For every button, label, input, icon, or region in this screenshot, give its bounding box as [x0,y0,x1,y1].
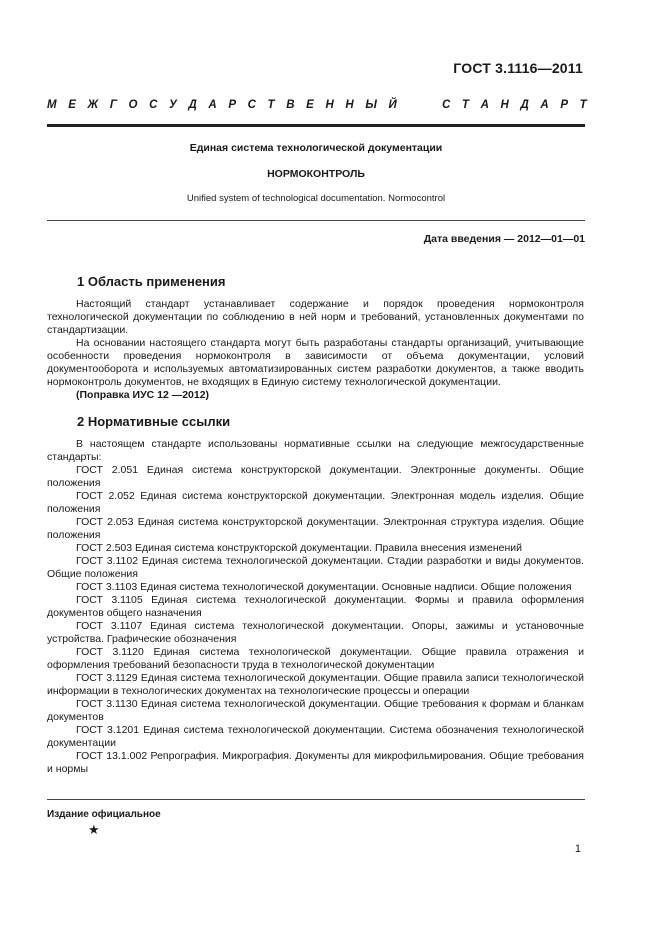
heading-letter: С [149,99,158,111]
document-code: ГОСТ 3.1116—2011 [453,60,583,76]
reference-item: ГОСТ 3.1103 Единая система технологической документации. Основные надписи. Общие положения [76,581,572,593]
heading-letter: Ы [365,99,377,111]
reference-item: ГОСТ 3.1129 Единая система технологической документации. Общие правила записи технологической информации в технологических документах на технологические процессы и операции [47,672,584,697]
reference-item: ГОСТ 3.1107 Единая система технологической документации. Опоры, зажимы и установочные устройства. Графические обозначения [47,620,584,645]
heading-letter: Н [500,99,509,111]
reference-item: ГОСТ 3.1102 Единая система технологической документации. Стадии разработки и виды документов. Общие положения [47,555,584,580]
reference-item: ГОСТ 3.1105 Единая система технологической документации. Формы и правила оформления документов общего назначения [47,594,584,619]
heading-letter: Е [68,99,76,111]
heading-letter: С [441,99,451,111]
heading-letter: Г [109,99,117,111]
footer-rule [47,799,585,800]
edition-label: Издание официальное [47,809,161,820]
header-rule [47,124,585,127]
heading-letter: Т [461,99,469,111]
heading-letter: А [540,99,549,111]
heading-letter: Й [388,99,397,111]
heading-letter: Р [560,99,568,111]
reference-item: ГОСТ 3.1130 Единая система технологической документации. Общие требования к формам и бланкам документов [47,698,584,723]
heading-letter: Т [267,99,275,111]
heading-letter: У [169,99,177,111]
section-1-heading: 1 Область применения [77,274,226,289]
heading-word-gap [408,99,430,111]
system-title: Единая система технологической документации [189,142,443,154]
reference-item: ГОСТ 2.053 Единая система конструкторской документации. Электронная структура изделия. Общие положения [47,516,584,541]
reference-item: ГОСТ 3.1120 Единая система технологической документации. Общие правила отражения и оформления требований безопасности труда в технологической документации [47,646,584,671]
reference-item: ГОСТ 2.503 Единая система конструкторской документации. Правила внесения изменений [76,542,522,554]
heading-letter: М [47,99,57,111]
reference-list [47,464,584,776]
heading-letter: Т [579,99,587,111]
heading-letter: Р [228,99,236,111]
heading-letter: Ж [87,99,99,111]
heading-letter: А [208,99,217,111]
reference-item: ГОСТ 2.051 Единая система конструкторской документации. Электронные документы. Общие положения [47,464,584,489]
page-number: 1 [574,843,581,855]
english-title: Unified system of technological documentation. Normocontrol [186,193,446,204]
document-body [47,262,584,776]
reference-item: ГОСТ 3.1201 Единая система технологической документации. Система обозначения технологической документации [47,724,584,749]
heading-letter: О [128,99,138,111]
section-1-paragraph: Настоящий стандарт устанавливает содержание и порядок проведения нормоконтроля технологической документации по соблюдению в ней норм и требований, установленных документами по стандартизации. [47,298,584,336]
standard-type-heading [47,99,587,111]
section-2-heading: 2 Нормативные ссылки [77,414,231,429]
heading-letter: Д [188,99,197,111]
heading-letter: Н [345,99,354,111]
reference-item: ГОСТ 13.1.002 Репрография. Микрография. Документы для микрофильмирования. Общие требования и нормы [47,750,584,775]
heading-letter: Е [306,99,314,111]
section-2-intro: В настоящем стандарте использованы нормативные ссылки на следующие межгосударственные стандарты: [47,438,584,463]
reference-item: ГОСТ 2.052 Единая система конструкторской документации. Электронная модель изделия. Общие положения [47,490,584,515]
star-icon: ★ [88,822,100,837]
section-1-paragraph: На основании настоящего стандарта могут быть разработаны стандарты организаций, учитывающие особенности проведения нормоконтроля в зависимости от объема документации, условий документооборота и используемых автоматизированных систем разработки документов, а также вводить нормоконтроль документов, не входящих в Единую систему технологической документации. [47,337,584,388]
heading-letter: Н [325,99,334,111]
introduction-date: Дата введения — 2012—01—01 [423,233,585,245]
heading-letter: А [480,99,489,111]
heading-letter: В [286,99,295,111]
heading-letter: Д [520,99,529,111]
amendment-note: (Поправка ИУС 12 —2012) [76,389,210,401]
main-title: НОРМОКОНТРОЛЬ [267,168,365,180]
title-rule [47,220,585,221]
heading-letter: С [247,99,256,111]
